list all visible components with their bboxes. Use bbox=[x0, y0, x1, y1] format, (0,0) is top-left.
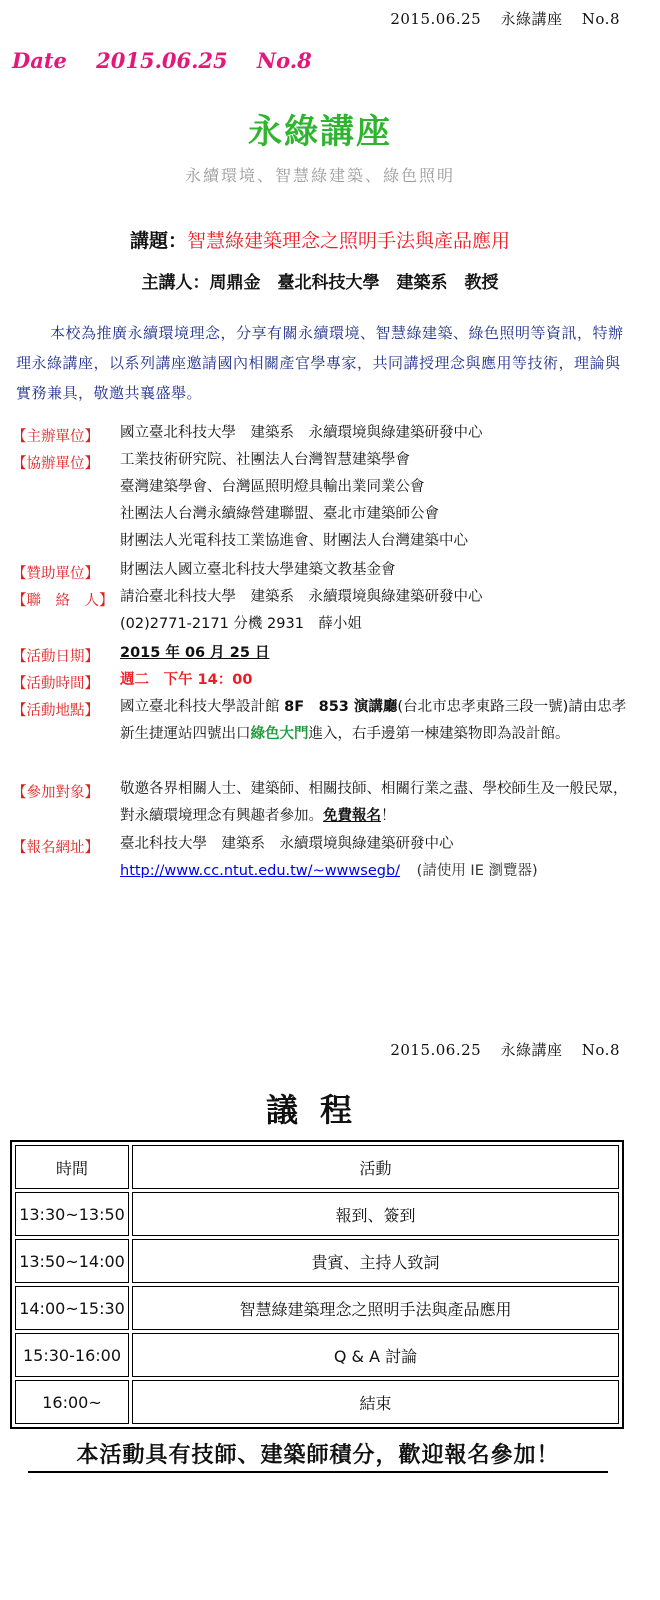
time-cell: 15:30-16:00 bbox=[15, 1333, 129, 1377]
co-organizer-item: 工業技術研究院、社團法人台灣智慧建築學會 bbox=[120, 452, 410, 468]
url-line bbox=[120, 858, 628, 885]
time-cell: 13:50~14:00 bbox=[15, 1239, 129, 1283]
venue-value bbox=[120, 694, 628, 748]
venue-directions: 進入，右手邊第一棟建築物即為設計館。 bbox=[308, 726, 570, 742]
free-registration: 免費報名 bbox=[323, 808, 381, 824]
url-org: 臺北科技大學 建築系 永續環境與綠建築研發中心 bbox=[120, 836, 454, 852]
column-header: 活動 bbox=[132, 1145, 619, 1189]
activity-cell: 報到、簽到 bbox=[132, 1192, 619, 1236]
date-no: No.8 bbox=[256, 48, 312, 73]
intro-paragraph: 本校為推廣永續環境理念，分享有關永續環境、智慧綠建築、綠色照明等資訊，特辦理永綠講座，以系列講座邀請國內相關產官學專家，共同講授理念與應用等技術，理論與實務兼具，敬邀共襄盛舉。 bbox=[16, 324, 624, 402]
date-label: Date bbox=[12, 48, 67, 73]
page-header-2 bbox=[376, 1039, 620, 1060]
time-cell: 13:30~13:50 bbox=[15, 1192, 129, 1236]
venue-room: 8F 853 演講廳 bbox=[284, 699, 398, 715]
header-date: 2015.06.25 bbox=[390, 1041, 482, 1059]
header-no: No.8 bbox=[581, 1041, 620, 1059]
activity-cell: 智慧綠建築理念之照明手法與產品應用 bbox=[132, 1286, 619, 1330]
audience-label: 【參加對象】 bbox=[12, 785, 99, 801]
date-line bbox=[12, 48, 312, 73]
credits-notice: 本活動具有技師、建築師積分，歡迎報名參加！ bbox=[28, 1438, 608, 1473]
registration-link[interactable]: http://www.cc.ntut.edu.tw/~wwwsegb/ bbox=[120, 863, 401, 879]
contact-org: 請洽臺北科技大學 建築系 永續環境與綠建築研發中心 bbox=[120, 589, 483, 605]
table-header-row bbox=[15, 1145, 619, 1189]
page-title: 永綠講座 bbox=[248, 112, 392, 152]
contact-value bbox=[120, 584, 628, 638]
header-date: 2015.06.25 bbox=[390, 10, 482, 28]
venue-green-gate: 綠色大門 bbox=[250, 726, 309, 742]
table-row bbox=[15, 1380, 619, 1424]
date-row-value bbox=[120, 640, 628, 667]
audience-value bbox=[120, 776, 628, 830]
audience-end: ！ bbox=[381, 808, 396, 824]
event-time: 週二 下午 14：00 bbox=[120, 672, 253, 688]
agenda-title: 議程 bbox=[265, 1091, 374, 1129]
url-value bbox=[120, 831, 628, 885]
co-organizer-item: 財團法人光電科技工業協進會、財團法人台灣建築中心 bbox=[120, 533, 468, 549]
contact-phone: (02)2771-2171 分機 2931 薛小姐 bbox=[120, 616, 362, 632]
venue-pre: 國立臺北科技大學設計館 bbox=[120, 699, 280, 715]
time-cell: 14:00~15:30 bbox=[15, 1286, 129, 1330]
topic-label: 講題： bbox=[129, 230, 187, 252]
url-note: (請使用 IE 瀏覽器) bbox=[416, 863, 538, 879]
co-organizer-label: 【協辦單位】 bbox=[12, 456, 99, 472]
table-row bbox=[15, 1333, 619, 1377]
table-row bbox=[15, 1192, 619, 1236]
header-no: No.8 bbox=[581, 10, 620, 28]
table-row bbox=[15, 1286, 619, 1330]
url-label: 【報名網址】 bbox=[12, 840, 99, 856]
table-row bbox=[15, 1239, 619, 1283]
time-row-label: 【活動時間】 bbox=[12, 676, 99, 692]
venue-label: 【活動地點】 bbox=[12, 703, 99, 719]
page-subtitle: 永續環境、智慧綠建築、綠色照明 bbox=[184, 166, 455, 185]
co-organizer-item: 臺灣建築學會、台灣區照明燈具輸出業同業公會 bbox=[120, 479, 425, 495]
co-organizer-item: 社團法人台灣永續綠營建聯盟、臺北市建築師公會 bbox=[120, 506, 439, 522]
time-row-value bbox=[120, 667, 628, 694]
page-header bbox=[376, 8, 620, 29]
header-series: 永綠講座 bbox=[500, 10, 563, 28]
date-row-label: 【活動日期】 bbox=[12, 649, 99, 665]
venue-address: (台北市忠孝東路三段一號)請由忠孝新生捷運站四號出口 bbox=[120, 699, 627, 742]
co-organizer-list bbox=[120, 447, 628, 555]
column-header: 時間 bbox=[15, 1145, 129, 1189]
agenda-table bbox=[10, 1140, 624, 1429]
event-date: 2015 年 06 月 25 日 bbox=[120, 645, 270, 661]
sponsor-value: 財團法人國立臺北科技大學建築文教基金會 bbox=[120, 562, 396, 578]
activity-cell: 結束 bbox=[132, 1380, 619, 1424]
audience-text: 敬邀各界相關人士、建築師、相關技師、相關行業之盡、學校師生及一般民眾，對永續環境理念有興趣者參加。 bbox=[120, 781, 628, 824]
header-series: 永綠講座 bbox=[500, 1041, 563, 1059]
topic-text: 智慧綠建築理念之照明手法與產品應用 bbox=[187, 230, 511, 252]
time-cell: 16:00~ bbox=[15, 1380, 129, 1424]
contact-label: 【聯 絡 人】 bbox=[12, 593, 114, 609]
sponsor-label: 【贊助單位】 bbox=[12, 566, 99, 582]
activity-cell: Q & A 討論 bbox=[132, 1333, 619, 1377]
topic-line bbox=[0, 226, 640, 253]
activity-cell: 貴賓、主持人致詞 bbox=[132, 1239, 619, 1283]
speaker-line: 主講人：周鼎金 臺北科技大學 建築系 教授 bbox=[141, 273, 499, 293]
date-value: 2015.06.25 bbox=[96, 48, 228, 73]
organizer-value: 國立臺北科技大學 建築系 永續環境與綠建築研發中心 bbox=[120, 425, 483, 441]
organizer-label: 【主辦單位】 bbox=[12, 429, 99, 445]
